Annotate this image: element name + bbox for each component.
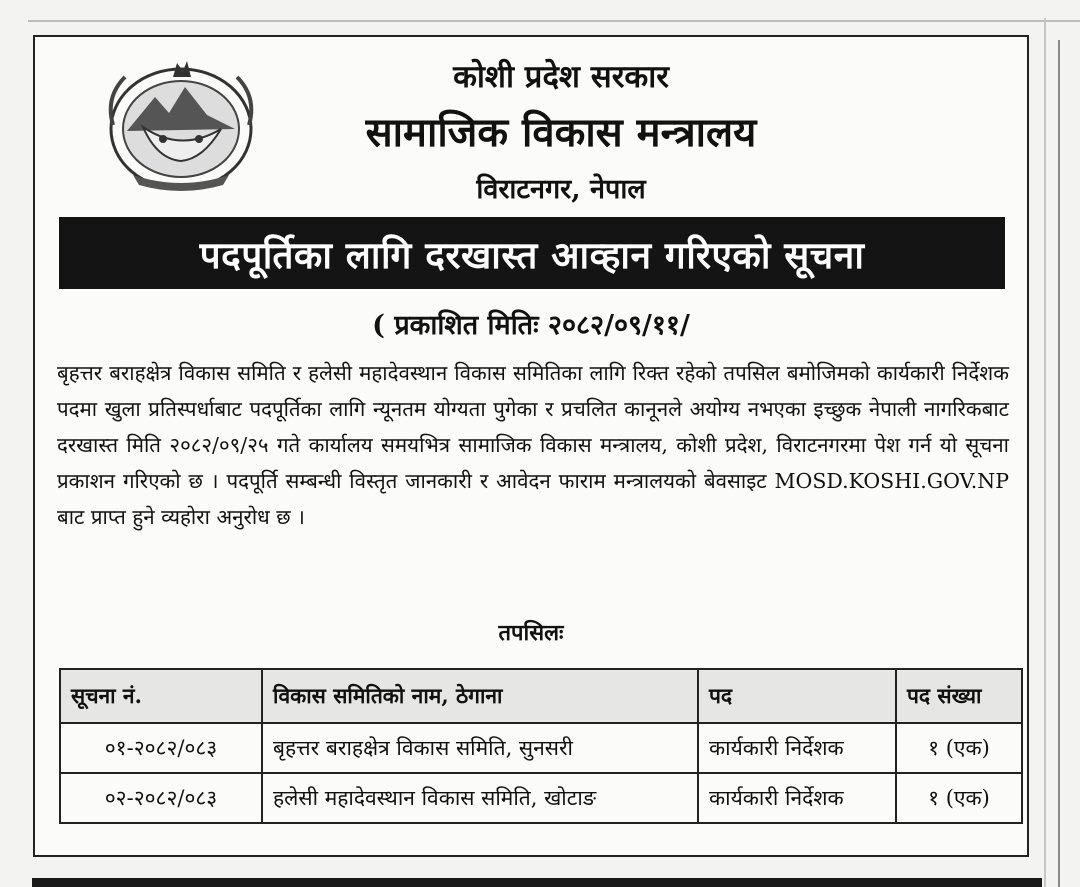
cell-notice-no: ०२-२०८२/०८३ bbox=[60, 773, 262, 823]
cell-committee: बृहत्तर बराहक्षेत्र विकास समिति, सुनसरी bbox=[262, 723, 698, 773]
table-row bbox=[60, 723, 1022, 773]
notice-body: बृहत्तर बराहक्षेत्र विकास समिति र हलेसी महादेवस्थान विकास समितिका लागि रिक्त रहेको तपसिल बमोजिमको कार्यकारी निर्देशक पदमा खुला प्रतिस्पर्धाबाट पदपूर्तिका लागि न्यूनतम योग्यता पुगेका र प्रचलित कानूनले अयोग्य नभएका इच्छुक नेपाली नागरिकबाट दरखास्त मिति २०८२/०९/२५ गते कार्यालय समयभित्र सामाजिक विकास मन्त्रालय, कोशी प्रदेश, विराटनगरमा पेश गर्न यो सूचना प्रकाशन गरिएको छ । पदपूर्ति सम्बन्धी विस्तृत जानकारी र आवेदन फाराम मन्त्रालयको बेवसाइट MOSD.KOSHI.GOV.NP बाट प्राप्त हुने व्यहोरा अनुरोध छ । bbox=[57, 361, 1009, 529]
page-top-divider bbox=[28, 20, 1080, 22]
vacancy-table bbox=[59, 668, 1023, 824]
col-position: पद bbox=[698, 669, 896, 723]
vacancy-notice bbox=[33, 35, 1029, 857]
adjacent-column-edge bbox=[1058, 40, 1060, 887]
cell-post-count: १ (एक) bbox=[896, 773, 1022, 823]
publication-date: ( प्रकाशित मितिः २०८२/०९/११/ bbox=[372, 310, 690, 341]
ministry-name: सामाजिक विकास मन्त्रालय bbox=[365, 109, 757, 156]
cell-committee: हलेसी महादेवस्थान विकास समिति, खोटाङ bbox=[262, 773, 698, 823]
column-divider bbox=[1044, 18, 1046, 887]
schedule-heading: तपसिलः bbox=[498, 620, 564, 646]
cell-notice-no: ०१-२०८२/०८३ bbox=[60, 723, 262, 773]
col-notice-no: सूचना नं. bbox=[60, 669, 262, 723]
table-row bbox=[60, 773, 1022, 823]
col-post-count: पद संख्या bbox=[896, 669, 1022, 723]
col-committee: विकास समितिको नाम, ठेगाना bbox=[262, 669, 698, 723]
cell-post-count: १ (एक) bbox=[896, 723, 1022, 773]
cell-position: कार्यकारी निर्देशक bbox=[698, 723, 896, 773]
notice-title: पदपूर्तिका लागि दरखास्त आव्हान गरिएको सूचना bbox=[199, 232, 865, 277]
table-header-row bbox=[60, 669, 1022, 723]
notice-title-banner bbox=[59, 217, 1005, 289]
government-name: कोशी प्रदेश सरकार bbox=[453, 59, 669, 95]
office-location: विराटनगर, नेपाल bbox=[476, 174, 646, 205]
cell-position: कार्यकारी निर्देशक bbox=[698, 773, 896, 823]
next-notice-edge bbox=[32, 878, 1042, 887]
